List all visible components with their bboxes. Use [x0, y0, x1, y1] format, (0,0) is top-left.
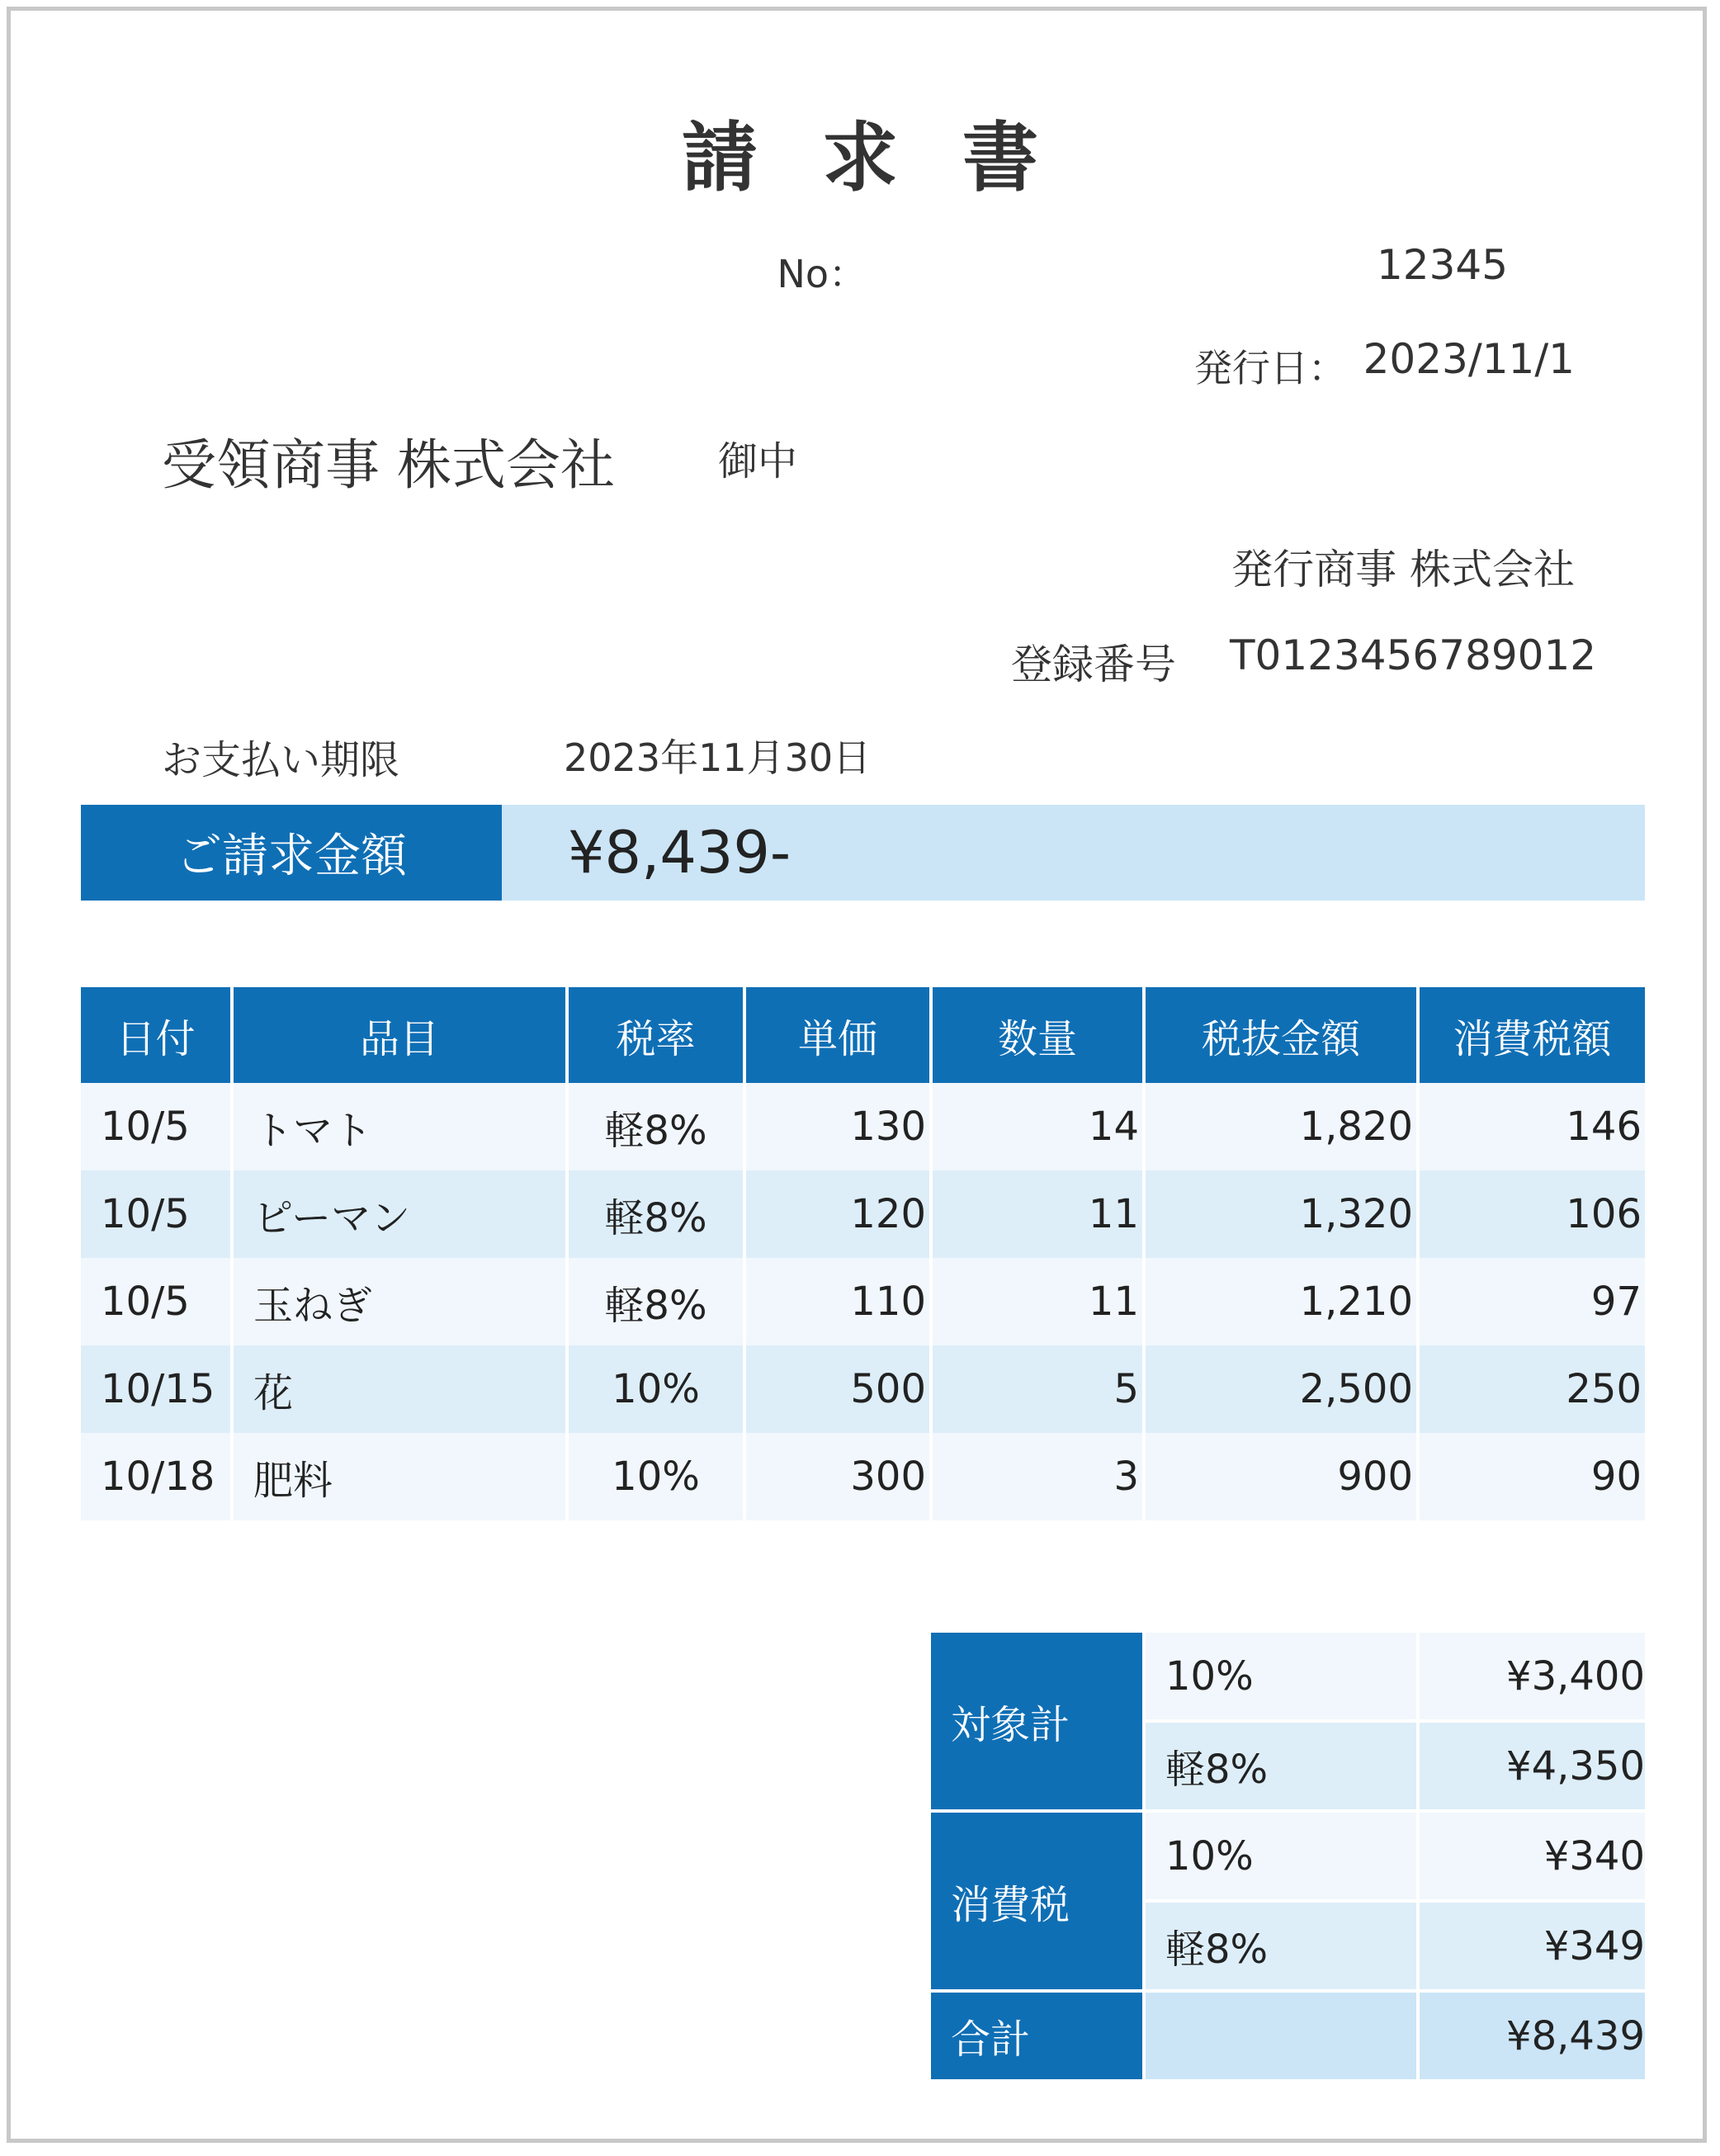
header-unit-price: 単価 [744, 987, 931, 1083]
grand-total-value: ¥8,439 [1418, 1991, 1645, 2081]
grand-total-row [931, 1991, 1645, 2081]
cell-qty: 5 [931, 1345, 1144, 1433]
cell-item: 肥料 [232, 1433, 567, 1520]
header-tax-amount: 消費税額 [1418, 987, 1645, 1083]
totals-row [931, 1633, 1645, 1721]
table-row [81, 1083, 1645, 1170]
cell-subtotal: 2,500 [1144, 1345, 1418, 1433]
cell-price: 130 [744, 1083, 931, 1170]
due-date-value: 2023年11月30日 [564, 735, 872, 780]
table-row [81, 1345, 1645, 1433]
header-item: 品目 [232, 987, 567, 1083]
cell-price: 120 [744, 1170, 931, 1258]
cell-tax: 146 [1418, 1083, 1645, 1170]
totals-rate: 10% [1144, 1633, 1418, 1721]
cell-date: 10/5 [81, 1083, 232, 1170]
header-date: 日付 [81, 987, 232, 1083]
cell-date: 10/5 [81, 1258, 232, 1345]
cell-qty: 14 [931, 1083, 1144, 1170]
cell-rate: 軽8% [567, 1170, 744, 1258]
totals-value: ¥3,400 [1418, 1633, 1645, 1721]
cell-qty: 3 [931, 1433, 1144, 1520]
client-suffix: 御中 [718, 438, 798, 485]
cell-rate: 軽8% [567, 1083, 744, 1170]
cell-rate: 10% [567, 1345, 744, 1433]
grand-total-blank [1144, 1991, 1418, 2081]
header-subtotal: 税抜金額 [1144, 987, 1418, 1083]
issue-date-label: 発行日： [1194, 346, 1346, 390]
cell-price: 110 [744, 1258, 931, 1345]
taxable-total-label: 対象計 [931, 1633, 1144, 1811]
cell-item: 玉ねぎ [232, 1258, 567, 1345]
cell-subtotal: 1,820 [1144, 1083, 1418, 1170]
table-row [81, 1170, 1645, 1258]
cell-tax: 250 [1418, 1345, 1645, 1433]
invoice-title: 請求書 [681, 114, 1103, 202]
consumption-tax-label: 消費税 [931, 1811, 1144, 1991]
items-table [81, 987, 1645, 1520]
cell-qty: 11 [931, 1170, 1144, 1258]
billing-amount-bar [81, 805, 1645, 901]
cell-rate: 10% [567, 1433, 744, 1520]
totals-rate: 10% [1144, 1811, 1418, 1901]
totals-value: ¥349 [1418, 1901, 1645, 1991]
totals-rate: 軽8% [1144, 1901, 1418, 1991]
due-date-label: お支払い期限 [162, 737, 400, 783]
totals-table [931, 1633, 1645, 2083]
registration-value: T0123456789012 [1230, 631, 1597, 679]
registration-label: 登録番号 [1011, 641, 1176, 688]
cell-rate: 軽8% [567, 1258, 744, 1345]
header-quantity: 数量 [931, 987, 1144, 1083]
cell-tax: 90 [1418, 1433, 1645, 1520]
table-row [81, 1258, 1645, 1345]
invoice-number-label: No： [777, 252, 867, 296]
client-name: 受領商事 株式会社 [162, 433, 615, 497]
issuer-name: 発行商事 株式会社 [1231, 546, 1575, 593]
totals-row [931, 1811, 1645, 1901]
invoice-number-value: 12345 [1377, 241, 1509, 289]
header-tax-rate: 税率 [567, 987, 744, 1083]
totals-value: ¥340 [1418, 1811, 1645, 1901]
cell-price: 500 [744, 1345, 931, 1433]
cell-price: 300 [744, 1433, 931, 1520]
totals-value: ¥4,350 [1418, 1721, 1645, 1811]
cell-date: 10/15 [81, 1345, 232, 1433]
cell-subtotal: 900 [1144, 1433, 1418, 1520]
cell-date: 10/18 [81, 1433, 232, 1520]
grand-total-label: 合計 [931, 1991, 1144, 2081]
cell-item: ピーマン [232, 1170, 567, 1258]
cell-item: トマト [232, 1083, 567, 1170]
cell-tax: 106 [1418, 1170, 1645, 1258]
billing-amount-value: ¥8,439- [568, 819, 791, 887]
cell-subtotal: 1,320 [1144, 1170, 1418, 1258]
table-row [81, 1433, 1645, 1520]
billing-amount-label: ご請求金額 [81, 805, 502, 901]
cell-item: 花 [232, 1345, 567, 1433]
totals-rate: 軽8% [1144, 1721, 1418, 1811]
cell-qty: 11 [931, 1258, 1144, 1345]
issue-date-value: 2023/11/1 [1363, 335, 1575, 383]
items-header-row [81, 987, 1645, 1083]
cell-subtotal: 1,210 [1144, 1258, 1418, 1345]
cell-date: 10/5 [81, 1170, 232, 1258]
cell-tax: 97 [1418, 1258, 1645, 1345]
